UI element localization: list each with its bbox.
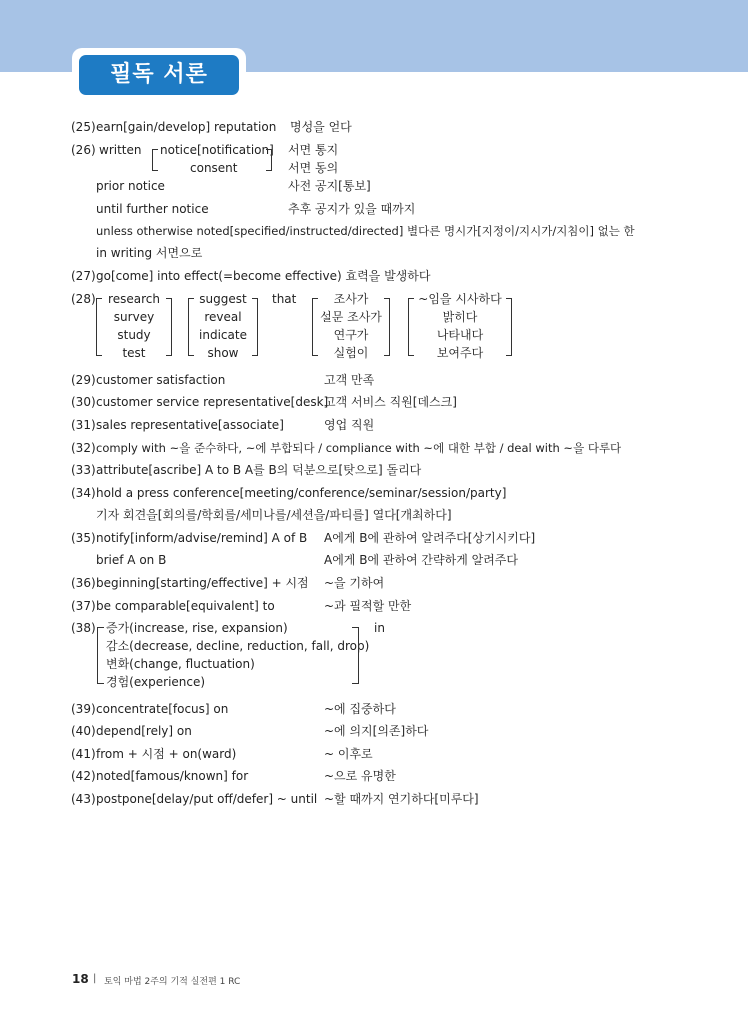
option-text: ~임을 시사하다: [418, 292, 502, 306]
item-english: be comparable[equivalent] to: [96, 599, 275, 613]
option-text: 설문 조사가: [320, 310, 382, 324]
item-korean: ~에 의지[의존]하다: [324, 724, 429, 738]
item-korean: 영업 직원: [324, 418, 375, 432]
option-text: study: [117, 328, 151, 342]
item-korean: 고객 서비스 직원[데스크]: [324, 395, 457, 409]
item-number: (27): [71, 269, 96, 283]
item-english: from + 시점 + on(ward): [96, 747, 237, 761]
option-text: 밝히다: [442, 310, 478, 324]
item-korean: ~할 때까지 연기하다[미루다]: [324, 792, 479, 806]
item-english: customer satisfaction: [96, 373, 226, 387]
item-english: concentrate[focus] on: [96, 702, 229, 716]
item-english: noted[famous/known] for: [96, 769, 249, 783]
item-text: that: [272, 292, 297, 306]
item-text: go[come] into effect(=become effective) 효력을 발생하다: [96, 269, 431, 283]
option-text: 보여주다: [436, 346, 484, 360]
bracket-right: [352, 627, 359, 684]
item-number: (38): [71, 621, 96, 635]
item-number: (41): [71, 747, 96, 761]
item-text: comply with ~을 준수하다, ~에 부합되다 / compliance with ~에 대한 부합 / deal with ~을 다루다: [96, 441, 622, 455]
item-korean: ~ 이후로: [324, 747, 373, 761]
item-english: earn[gain/develop] reputation: [96, 120, 277, 134]
item-english: until further notice: [96, 202, 209, 216]
option-text: 나타내다: [436, 328, 484, 342]
item-english: prior notice: [96, 179, 165, 193]
item-number: (37): [71, 599, 96, 613]
option-text: test: [122, 346, 146, 360]
option-text: reveal: [204, 310, 242, 324]
item-korean: 서면 통지: [288, 143, 339, 157]
item-text: 기자 회견을[회의를/학회를/세미나를/세션을/파티를] 열다[개최하다]: [96, 508, 452, 522]
item-english: postpone[delay/put off/defer] ~ until: [96, 792, 318, 806]
item-korean: A에게 B에 관하여 간략하게 알려주다: [324, 553, 518, 567]
page-number: 18: [72, 972, 89, 986]
item-number: (30): [71, 395, 96, 409]
item-number: (25): [71, 120, 96, 134]
item-number: (31): [71, 418, 96, 432]
item-number: (35): [71, 531, 96, 545]
item-number: (34): [71, 486, 96, 500]
option-text: 감소(decrease, decline, reduction, fall, drop): [106, 639, 370, 653]
bracket-right: [252, 298, 258, 356]
item-text: in: [374, 621, 385, 635]
item-text: unless otherwise noted[specified/instructed/directed] 별다른 명시가[지정이/지시가/지침이] 없는 한: [96, 224, 635, 238]
item-number: (36): [71, 576, 96, 590]
option-text: consent: [190, 161, 238, 175]
option-text: 증가(increase, rise, expansion): [106, 621, 288, 635]
item-korean: ~을 기하여: [324, 576, 385, 590]
item-korean: ~에 집중하다: [324, 702, 396, 716]
book-title: 토익 마법 2주의 기적 실전편 1 RC: [104, 977, 241, 987]
option-text: 변화(change, fluctuation): [106, 657, 255, 671]
item-text: attribute[ascribe] A to B A를 B의 덕분으로[탓으로] 돌리다: [96, 463, 422, 477]
item-number: (43): [71, 792, 96, 806]
option-text: 경험(experience): [106, 675, 206, 689]
item-english: written: [99, 143, 142, 157]
section-title: 필독 서론: [79, 55, 239, 95]
item-english: brief A on B: [96, 553, 167, 567]
item-number: (42): [71, 769, 96, 783]
item-text: hold a press conference[meeting/conference/seminar/session/party]: [96, 486, 507, 500]
item-korean: 고객 만족: [324, 373, 375, 387]
option-text: show: [207, 346, 239, 360]
item-number: (26): [71, 143, 96, 157]
item-korean: 사전 공지[통보]: [288, 179, 371, 193]
option-text: notice[notification]: [160, 143, 274, 157]
item-korean: 명성을 얻다: [290, 120, 352, 134]
option-text: 실험이: [333, 346, 369, 360]
bracket-right: [166, 298, 172, 356]
item-number: (28): [71, 292, 96, 306]
item-number: (39): [71, 702, 96, 716]
item-number: (33): [71, 463, 96, 477]
item-number: (40): [71, 724, 96, 738]
item-number: (29): [71, 373, 96, 387]
bracket-right: [506, 298, 512, 356]
item-korean: ~과 필적할 만한: [324, 599, 412, 613]
option-text: indicate: [199, 328, 247, 342]
item-english: beginning[starting/effective] + 시점: [96, 576, 309, 590]
bracket-right: [384, 298, 390, 356]
item-english: sales representative[associate]: [96, 418, 284, 432]
item-korean: 추후 공지가 있을 때까지: [288, 202, 416, 216]
item-english: notify[inform/advise/remind] A of B: [96, 531, 308, 545]
item-english: customer service representative[desk]: [96, 395, 329, 409]
option-text: suggest: [199, 292, 247, 306]
option-text: 연구가: [333, 328, 369, 342]
option-text: survey: [113, 310, 155, 324]
bracket-left: [97, 627, 104, 684]
item-korean: 서면 동의: [288, 161, 339, 175]
option-text: research: [108, 292, 160, 306]
item-korean: A에게 B에 관하여 알려주다[상기시키다]: [324, 531, 536, 545]
option-text: 조사가: [333, 292, 369, 306]
bracket-right: [266, 149, 272, 171]
item-korean: ~으로 유명한: [324, 769, 396, 783]
footer-separator: |: [93, 973, 97, 984]
bracket-left: [152, 149, 158, 171]
item-number: (32): [71, 441, 96, 455]
item-text: in writing 서면으로: [96, 246, 203, 260]
item-english: depend[rely] on: [96, 724, 192, 738]
